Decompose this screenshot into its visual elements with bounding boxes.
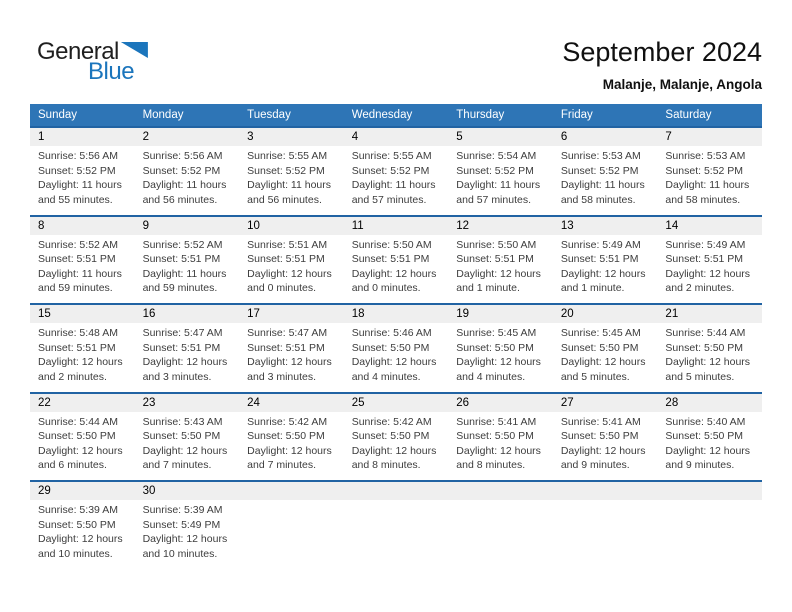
day-number: 23 (142, 396, 156, 409)
daylight-line2-text: and 4 minutes. (456, 370, 526, 383)
sunrise-text: Sunrise: 5:48 AM (38, 327, 118, 339)
day-cell (657, 500, 762, 561)
day-cell (30, 500, 135, 561)
daylight-line1-text: Daylight: 12 hours (560, 356, 646, 368)
sunset-text: Sunset: 5:50 PM (560, 341, 639, 354)
day-number: 3 (247, 131, 254, 143)
sunrise-text: Sunrise: 5:41 AM (456, 415, 537, 428)
day-cell (553, 500, 658, 561)
day-number: 22 (38, 396, 51, 409)
daylight-line1-text: Daylight: 11 hours (456, 179, 541, 191)
daylight-line2-text: and 56 minutes. (142, 193, 218, 206)
day-cell (30, 323, 135, 384)
day-cell (344, 323, 449, 384)
day-cell (657, 412, 762, 473)
sunset-text: Sunset: 5:51 PM (351, 253, 430, 265)
day-number: 11 (351, 219, 364, 232)
sunset-text: Sunset: 5:51 PM (665, 253, 744, 265)
day-details-band (30, 323, 762, 384)
sunset-text: Sunset: 5:50 PM (247, 430, 325, 442)
daylight-line2-text: and 0 minutes. (351, 282, 421, 294)
sunset-text: Sunset: 5:50 PM (38, 430, 116, 442)
day-cell (344, 146, 449, 207)
sunset-text: Sunset: 5:52 PM (560, 164, 639, 177)
sunrise-text: Sunrise: 5:52 AM (142, 238, 223, 251)
sunrise-text: Sunrise: 5:52 AM (38, 238, 118, 251)
daylight-line2-text: and 0 minutes. (247, 282, 317, 294)
day-cell (30, 146, 135, 207)
sunrise-text: Sunrise: 5:39 AM (38, 504, 118, 516)
day-number: 4 (351, 131, 359, 143)
sunset-text: Sunset: 5:51 PM (247, 253, 325, 265)
dow-thursday: Thursday (456, 109, 505, 121)
day-cell (135, 235, 240, 296)
daylight-line2-text: and 58 minutes. (560, 193, 636, 206)
dow-friday: Friday (560, 109, 593, 121)
sunset-text: Sunset: 5:50 PM (351, 430, 430, 442)
day-cell (657, 146, 762, 207)
day-cell (239, 412, 344, 473)
sunset-text: Sunset: 5:51 PM (560, 253, 639, 265)
daylight-line2-text: and 57 minutes. (351, 193, 427, 206)
sunrise-text: Sunrise: 5:40 AM (665, 415, 746, 428)
day-cell (657, 235, 762, 296)
day-details-band (30, 412, 762, 473)
sunrise-text: Sunrise: 5:41 AM (560, 415, 641, 428)
week-row (30, 392, 762, 481)
sunrise-text: Sunrise: 5:53 AM (665, 150, 746, 162)
day-number: 21 (665, 308, 679, 320)
week-row (30, 303, 762, 392)
daylight-line2-text: and 5 minutes. (665, 370, 735, 383)
sunrise-text: Sunrise: 5:39 AM (142, 504, 223, 516)
week-row (30, 215, 762, 304)
sunset-text: Sunset: 5:50 PM (665, 430, 744, 442)
sunrise-text: Sunrise: 5:50 AM (351, 238, 432, 251)
day-number: 28 (665, 396, 679, 409)
daylight-line2-text: and 3 minutes. (142, 370, 212, 383)
day-number: 26 (456, 396, 470, 409)
daylight-line2-text: and 58 minutes. (665, 193, 741, 206)
day-number-band (30, 305, 762, 323)
daylight-line1-text: Daylight: 12 hours (38, 444, 123, 457)
day-cell (448, 146, 553, 207)
location-subtitle: Malanje, Malanje, Angola (602, 76, 762, 92)
daylight-line2-text: and 7 minutes. (247, 459, 317, 471)
dow-sunday: Sunday (38, 109, 78, 121)
daylight-line1-text: Daylight: 12 hours (665, 444, 751, 457)
day-number: 16 (142, 308, 156, 320)
day-cell (657, 323, 762, 384)
day-number: 14 (665, 219, 679, 232)
daylight-line1-text: Daylight: 11 hours (351, 179, 436, 191)
sunset-text: Sunset: 5:52 PM (247, 164, 325, 177)
sunset-text: Sunset: 5:51 PM (142, 253, 221, 265)
sunset-text: Sunset: 5:51 PM (38, 341, 116, 354)
sunrise-text: Sunrise: 5:42 AM (351, 415, 432, 428)
daylight-line1-text: Daylight: 12 hours (247, 444, 332, 457)
sunset-text: Sunset: 5:52 PM (665, 164, 744, 177)
day-cell (553, 146, 658, 207)
day-details-band (30, 235, 762, 296)
daylight-line2-text: and 56 minutes. (247, 193, 322, 206)
day-number: 24 (247, 396, 260, 409)
daylight-line1-text: Daylight: 12 hours (247, 267, 332, 280)
sunrise-text: Sunrise: 5:44 AM (665, 327, 746, 339)
sunrise-text: Sunrise: 5:49 AM (560, 238, 641, 251)
sunrise-text: Sunrise: 5:45 AM (560, 327, 641, 339)
day-cell (448, 235, 553, 296)
sunrise-text: Sunrise: 5:53 AM (560, 150, 641, 162)
day-number: 6 (560, 131, 568, 143)
day-cell (448, 500, 553, 561)
daylight-line1-text: Daylight: 12 hours (456, 444, 541, 457)
day-number: 17 (247, 308, 260, 320)
day-number: 25 (351, 396, 365, 409)
day-cell (135, 146, 240, 207)
daylight-line1-text: Daylight: 12 hours (142, 444, 228, 457)
daylight-line1-text: Daylight: 11 hours (247, 179, 331, 191)
dow-tuesday: Tuesday (247, 109, 291, 121)
sunset-text: Sunset: 5:51 PM (247, 341, 325, 354)
sunset-text: Sunset: 5:50 PM (351, 341, 430, 354)
general-blue-logo (37, 40, 148, 84)
sunset-text: Sunset: 5:50 PM (560, 430, 639, 442)
day-number: 10 (247, 219, 260, 232)
day-number: 7 (665, 131, 672, 143)
daylight-line2-text: and 55 minutes. (38, 193, 113, 206)
daylight-line1-text: Daylight: 12 hours (456, 356, 541, 368)
sunset-text: Sunset: 5:52 PM (351, 164, 430, 177)
sunrise-text: Sunrise: 5:45 AM (456, 327, 537, 339)
day-cell (30, 235, 135, 296)
day-cell (135, 412, 240, 473)
sunrise-text: Sunrise: 5:43 AM (142, 415, 223, 428)
day-cell (448, 412, 553, 473)
day-cell (239, 323, 344, 384)
sunset-text: Sunset: 5:52 PM (38, 164, 116, 177)
sunset-text: Sunset: 5:50 PM (142, 430, 221, 442)
daylight-line1-text: Daylight: 12 hours (456, 267, 541, 280)
daylight-line1-text: Daylight: 12 hours (665, 356, 751, 368)
daylight-line1-text: Daylight: 11 hours (142, 179, 227, 191)
sunrise-text: Sunrise: 5:49 AM (665, 238, 746, 251)
week-row (30, 126, 762, 215)
daylight-line2-text: and 3 minutes. (247, 370, 317, 383)
sunrise-text: Sunrise: 5:50 AM (456, 238, 537, 251)
day-cell (553, 412, 658, 473)
day-number: 18 (351, 308, 365, 320)
sunset-text: Sunset: 5:51 PM (38, 253, 116, 265)
sunrise-text: Sunrise: 5:51 AM (247, 238, 328, 251)
daylight-line1-text: Daylight: 11 hours (38, 267, 122, 280)
daylight-line1-text: Daylight: 12 hours (351, 444, 437, 457)
daylight-line2-text: and 10 minutes. (38, 547, 113, 560)
day-number: 9 (142, 219, 149, 232)
sunset-text: Sunset: 5:51 PM (456, 253, 534, 265)
day-cell (30, 412, 135, 473)
logo-text-blue: Blue (88, 58, 135, 85)
page-title: September 2024 (562, 37, 762, 67)
dow-wednesday: Wednesday (351, 109, 413, 121)
day-cell (135, 323, 240, 384)
sunrise-text: Sunrise: 5:46 AM (351, 327, 432, 339)
day-details-band (30, 146, 762, 207)
daylight-line1-text: Daylight: 12 hours (247, 356, 332, 368)
day-number-band (30, 128, 762, 146)
daylight-line2-text: and 2 minutes. (665, 282, 735, 294)
sunrise-text: Sunrise: 5:54 AM (456, 150, 537, 162)
daylight-line1-text: Daylight: 12 hours (560, 267, 646, 280)
day-number: 8 (38, 219, 45, 232)
day-cell (344, 500, 449, 561)
daylight-line2-text: and 9 minutes. (560, 459, 630, 471)
daylight-line1-text: Daylight: 11 hours (142, 267, 227, 280)
daylight-line1-text: Daylight: 12 hours (38, 356, 123, 368)
day-number: 1 (38, 131, 45, 143)
daylight-line1-text: Daylight: 12 hours (142, 356, 228, 368)
daylight-line1-text: Daylight: 12 hours (38, 533, 123, 545)
daylight-line2-text: and 4 minutes. (351, 370, 421, 383)
daylight-line1-text: Daylight: 12 hours (351, 267, 437, 280)
sunrise-text: Sunrise: 5:47 AM (247, 327, 328, 339)
sunset-text: Sunset: 5:51 PM (142, 341, 221, 354)
daylight-line2-text: and 1 minute. (456, 282, 520, 294)
daylight-line2-text: and 7 minutes. (142, 459, 212, 471)
day-cell (553, 235, 658, 296)
daylight-line1-text: Daylight: 12 hours (665, 267, 751, 280)
logo-text-general: General (37, 38, 119, 65)
day-cell (239, 235, 344, 296)
daylight-line1-text: Daylight: 11 hours (38, 179, 122, 191)
day-number: 15 (38, 308, 51, 320)
daylight-line1-text: Daylight: 11 hours (665, 179, 750, 191)
day-number: 2 (142, 131, 149, 143)
sunset-text: Sunset: 5:50 PM (456, 430, 534, 442)
daylight-line2-text: and 2 minutes. (38, 370, 107, 383)
sunset-text: Sunset: 5:49 PM (142, 518, 221, 531)
week-row (30, 480, 762, 569)
daylight-line2-text: and 5 minutes. (560, 370, 630, 383)
daylight-line1-text: Daylight: 12 hours (560, 444, 646, 457)
sunset-text: Sunset: 5:50 PM (456, 341, 534, 354)
day-number: 19 (456, 308, 470, 320)
day-of-week-header (30, 104, 762, 126)
daylight-line2-text: and 57 minutes. (456, 193, 531, 206)
day-cell (553, 323, 658, 384)
day-number: 12 (456, 219, 470, 232)
day-number-band (30, 394, 762, 412)
day-cell (344, 235, 449, 296)
logo-triangle-icon (121, 42, 148, 58)
title-block (562, 38, 762, 92)
daylight-line2-text: and 8 minutes. (456, 459, 526, 471)
daylight-line2-text: and 6 minutes. (38, 459, 107, 471)
day-cell (239, 500, 344, 561)
daylight-line1-text: Daylight: 12 hours (142, 533, 228, 545)
day-cell (135, 500, 240, 561)
sunrise-text: Sunrise: 5:56 AM (38, 150, 118, 162)
calendar-table (30, 104, 762, 569)
day-number: 27 (560, 396, 574, 409)
day-number: 20 (560, 308, 574, 320)
dow-saturday: Saturday (665, 109, 712, 121)
daylight-line2-text: and 10 minutes. (142, 547, 218, 560)
day-cell (448, 323, 553, 384)
sunrise-text: Sunrise: 5:56 AM (142, 150, 223, 162)
dow-monday: Monday (142, 109, 184, 121)
day-cell (239, 146, 344, 207)
day-number: 13 (560, 219, 574, 232)
daylight-line2-text: and 9 minutes. (665, 459, 735, 471)
sunset-text: Sunset: 5:52 PM (142, 164, 221, 177)
day-number: 5 (456, 131, 463, 143)
day-number-band (30, 482, 762, 500)
day-number-band (30, 217, 762, 235)
sunset-text: Sunset: 5:50 PM (665, 341, 744, 354)
sunrise-text: Sunrise: 5:47 AM (142, 327, 223, 339)
weeks-container (30, 126, 762, 569)
day-cell (344, 412, 449, 473)
sunset-text: Sunset: 5:52 PM (456, 164, 534, 177)
sunrise-text: Sunrise: 5:55 AM (247, 150, 328, 162)
daylight-line1-text: Daylight: 12 hours (351, 356, 437, 368)
sunrise-text: Sunrise: 5:42 AM (247, 415, 328, 428)
daylight-line2-text: and 59 minutes. (38, 282, 113, 294)
daylight-line2-text: and 59 minutes. (142, 282, 218, 294)
day-number: 30 (142, 485, 156, 497)
sunrise-text: Sunrise: 5:44 AM (38, 415, 118, 428)
sunset-text: Sunset: 5:50 PM (38, 518, 116, 531)
day-number: 29 (38, 485, 51, 497)
daylight-line1-text: Daylight: 11 hours (560, 179, 645, 191)
daylight-line2-text: and 8 minutes. (351, 459, 421, 471)
daylight-line2-text: and 1 minute. (560, 282, 625, 294)
sunrise-text: Sunrise: 5:55 AM (351, 150, 432, 162)
day-details-band (30, 500, 762, 561)
